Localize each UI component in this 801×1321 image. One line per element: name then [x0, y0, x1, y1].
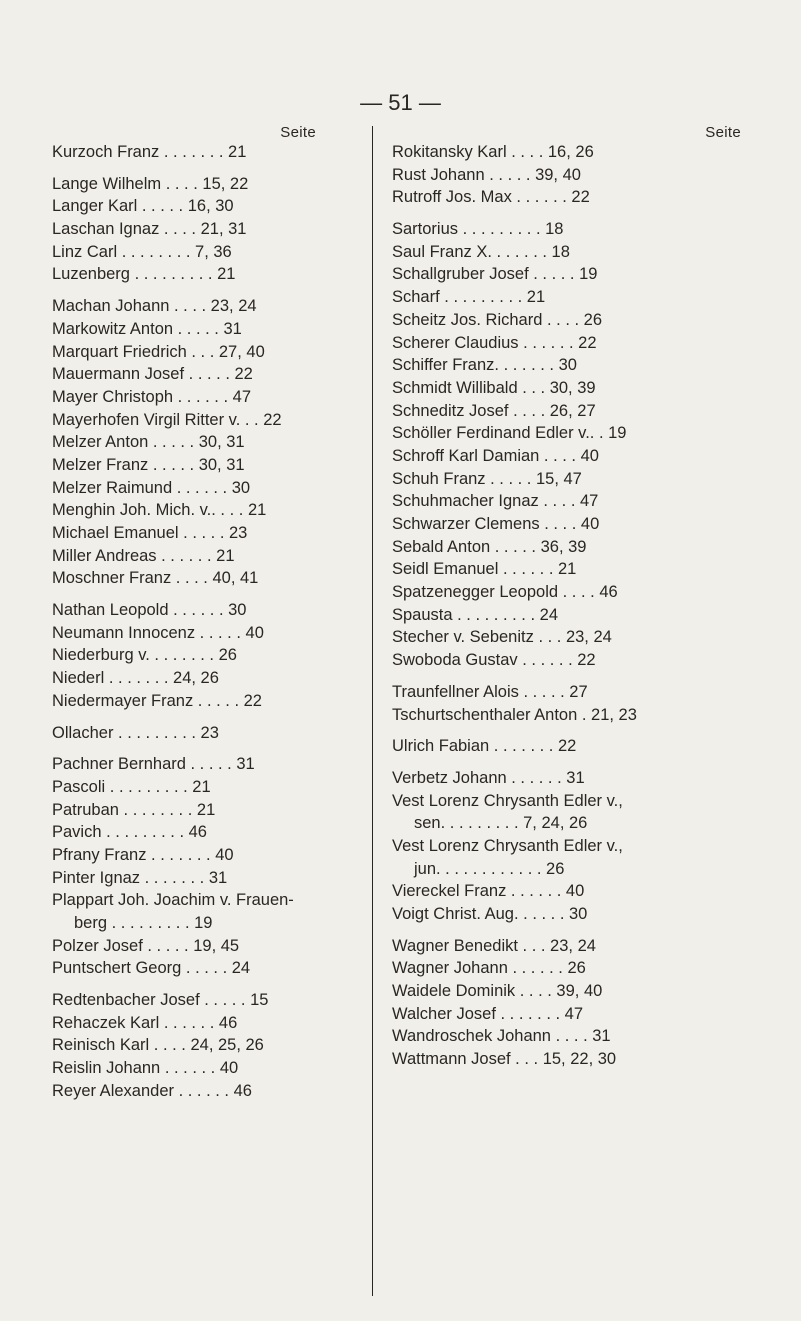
right-index-entry: Wagner Benedikt . . . 23, 24	[392, 936, 596, 955]
right-index-entry: Swoboda Gustav . . . . . . 22	[392, 651, 596, 670]
right-index-column	[392, 124, 744, 1071]
right-index-entry: Scherer Claudius . . . . . . 22	[392, 333, 597, 352]
right-index-entry: Walcher Josef . . . . . . . 47	[392, 1004, 584, 1023]
left-index-entry: Michael Emanuel . . . . . 23	[52, 524, 248, 542]
left-index-entry: Pfrany Franz . . . . . . . 40	[52, 845, 234, 864]
right-index-entry: Viereckel Franz . . . . . . 40	[392, 882, 585, 901]
left-index-entry: Niederl . . . . . . . 24, 26	[52, 669, 219, 688]
right-index-entry: Traunfellner Alois . . . . . 27	[392, 682, 588, 701]
right-index-entry: Schallgruber Josef . . . . . 19	[392, 265, 598, 284]
left-index-entry: Kurzoch Franz . . . . . . . 21	[52, 143, 247, 161]
right-index-entry: Rokitansky Karl . . . . 16, 26	[392, 143, 594, 161]
left-index-entry: Lange Wilhelm . . . . 15, 22	[52, 174, 249, 193]
left-index-entry: Neumann Innocenz . . . . . 40	[52, 623, 264, 642]
right-index-entry: Scharf . . . . . . . . . 21	[392, 288, 546, 307]
right-index-entry: Sartorius . . . . . . . . . 18	[392, 220, 564, 239]
column-divider	[372, 126, 373, 1296]
right-letter-group-gap	[392, 209, 744, 218]
left-index-entry: Polzer Josef . . . . . 19, 45	[52, 936, 240, 955]
right-index-entry: Scheitz Jos. Richard . . . . 26	[392, 310, 603, 329]
left-index-entry: Redtenbacher Josef . . . . . 15	[52, 991, 269, 1010]
left-index-entry: Rehaczek Karl . . . . . . 46	[52, 1013, 238, 1032]
left-index-entry: Langer Karl . . . . . 16, 30	[52, 197, 234, 216]
page-number: — 51 —	[360, 90, 441, 115]
right-letter-group-gap	[392, 758, 744, 767]
left-index-entry: Reyer Alexander . . . . . . 46	[52, 1081, 252, 1100]
right-index-entry: Schneditz Josef . . . . 26, 27	[392, 401, 596, 420]
right-index-entry: Sebald Anton . . . . . 36, 39	[392, 537, 587, 556]
left-letter-group-gap	[52, 286, 354, 295]
left-index-entry: Mauermann Josef . . . . . 22	[52, 365, 253, 384]
right-index-entry: Schiffer Franz. . . . . . . 30	[392, 356, 577, 375]
left-index-entry: Pascoli . . . . . . . . . 21	[52, 777, 211, 796]
right-index-entry: Rutroff Jos. Max . . . . . . 22	[392, 188, 590, 207]
right-seite-header: Seite	[705, 124, 741, 141]
left-index-entry: Melzer Raimund . . . . . . 30	[52, 478, 251, 497]
left-index-entry: Melzer Anton . . . . . 30, 31	[52, 433, 245, 452]
left-seite-header: Seite	[280, 124, 316, 141]
right-index-entry: Schöller Ferdinand Edler v.. . 19	[392, 424, 627, 443]
right-index-entry: jun. . . . . . . . . . . . 26	[414, 859, 565, 878]
left-index-entry: Patruban . . . . . . . . 21	[52, 800, 216, 819]
right-index-entry: Vest Lorenz Chrysanth Edler v.,	[392, 791, 623, 810]
right-index-entry: Vest Lorenz Chrysanth Edler v.,	[392, 836, 623, 855]
right-index-entry: Wattmann Josef . . . 15, 22, 30	[392, 1050, 617, 1069]
right-index-entry: Schwarzer Clemens . . . . 40	[392, 515, 600, 533]
left-index-entry: Luzenberg . . . . . . . . . 21	[52, 265, 236, 284]
right-index-entry: Rust Johann . . . . . 39, 40	[392, 165, 581, 184]
right-index-entry: Waidele Dominik . . . . 39, 40	[392, 982, 603, 1001]
left-index-entry: Linz Carl . . . . . . . . 7, 36	[52, 242, 232, 261]
left-index-entry: Niedermayer Franz . . . . . 22	[52, 691, 262, 710]
left-index-entry: Laschan Ignaz . . . . 21, 31	[52, 220, 247, 239]
left-index-entry: Niederburg v. . . . . . . . 26	[52, 646, 237, 665]
right-letter-group-gap	[392, 726, 744, 735]
left-index-entry: Marquart Friedrich . . . 27, 40	[52, 342, 265, 361]
left-index-column	[52, 124, 354, 1103]
right-index-entry: Tschurtschenthaler Anton . 21, 23	[392, 705, 637, 724]
right-index-entry: Schmidt Willibald . . . 30, 39	[392, 378, 596, 397]
right-letter-group-gap	[392, 672, 744, 681]
left-letter-group-gap	[52, 744, 354, 753]
right-index-entry: Spausta . . . . . . . . . 24	[392, 605, 558, 624]
right-index-entry: Seidl Emanuel . . . . . . 21	[392, 560, 577, 579]
right-index-entry: Ulrich Fabian . . . . . . . 22	[392, 737, 577, 756]
left-index-entry: Pavich . . . . . . . . . 46	[52, 823, 207, 842]
left-index-entry: Ollacher . . . . . . . . . 23	[52, 723, 219, 742]
right-index-entry: Schuhmacher Ignaz . . . . 47	[392, 492, 599, 511]
right-index-entry: Voigt Christ. Aug. . . . . . 30	[392, 905, 588, 923]
left-index-entry: Reinisch Karl . . . . 24, 25, 26	[52, 1036, 264, 1055]
left-index-entry: Mayer Christoph . . . . . . 47	[52, 387, 251, 406]
right-index-entry: Schuh Franz . . . . . 15, 47	[392, 469, 582, 488]
left-index-entry: Melzer Franz . . . . . 30, 31	[52, 455, 245, 474]
left-letter-group-gap	[52, 713, 354, 722]
left-index-entry: Mayerhofen Virgil Ritter v. . . 22	[52, 410, 282, 429]
left-index-entry: Puntschert Georg . . . . . 24	[52, 959, 251, 978]
left-index-entry: Pachner Bernhard . . . . . 31	[52, 755, 255, 774]
left-index-entry: Miller Andreas . . . . . . 21	[52, 546, 235, 565]
left-index-entry: Markowitz Anton . . . . . 31	[52, 319, 242, 338]
left-letter-group-gap	[52, 980, 354, 989]
right-index-entry: sen. . . . . . . . . 7, 24, 26	[414, 814, 588, 833]
left-index-entry: Machan Johann . . . . 23, 24	[52, 297, 257, 316]
left-letter-group-gap	[52, 590, 354, 599]
left-index-entry: berg . . . . . . . . . 19	[74, 914, 213, 932]
right-index-entry: Wagner Johann . . . . . . 26	[392, 959, 586, 978]
left-index-entry: Nathan Leopold . . . . . . 30	[52, 601, 247, 620]
right-index-entry: Schroff Karl Damian . . . . 40	[392, 446, 599, 465]
right-index-entry: Verbetz Johann . . . . . . 31	[392, 768, 585, 787]
left-index-entry: Plappart Joh. Joachim v. Frauen-	[52, 891, 294, 910]
left-index-entry: Pinter Ignaz . . . . . . . 31	[52, 868, 228, 887]
left-index-entry: Moschner Franz . . . . 40, 41	[52, 569, 259, 588]
right-index-entry: Wandroschek Johann . . . . 31	[392, 1027, 611, 1046]
left-index-entry: Reislin Johann . . . . . . 40	[52, 1059, 239, 1078]
right-index-entry: Stecher v. Sebenitz . . . 23, 24	[392, 628, 612, 647]
left-letter-group-gap	[52, 164, 354, 173]
left-index-entry: Menghin Joh. Mich. v.. . . . 21	[52, 501, 267, 520]
right-index-entry: Saul Franz X. . . . . . . 18	[392, 242, 570, 261]
right-letter-group-gap	[392, 926, 744, 935]
right-index-entry: Spatzenegger Leopold . . . . 46	[392, 583, 618, 602]
